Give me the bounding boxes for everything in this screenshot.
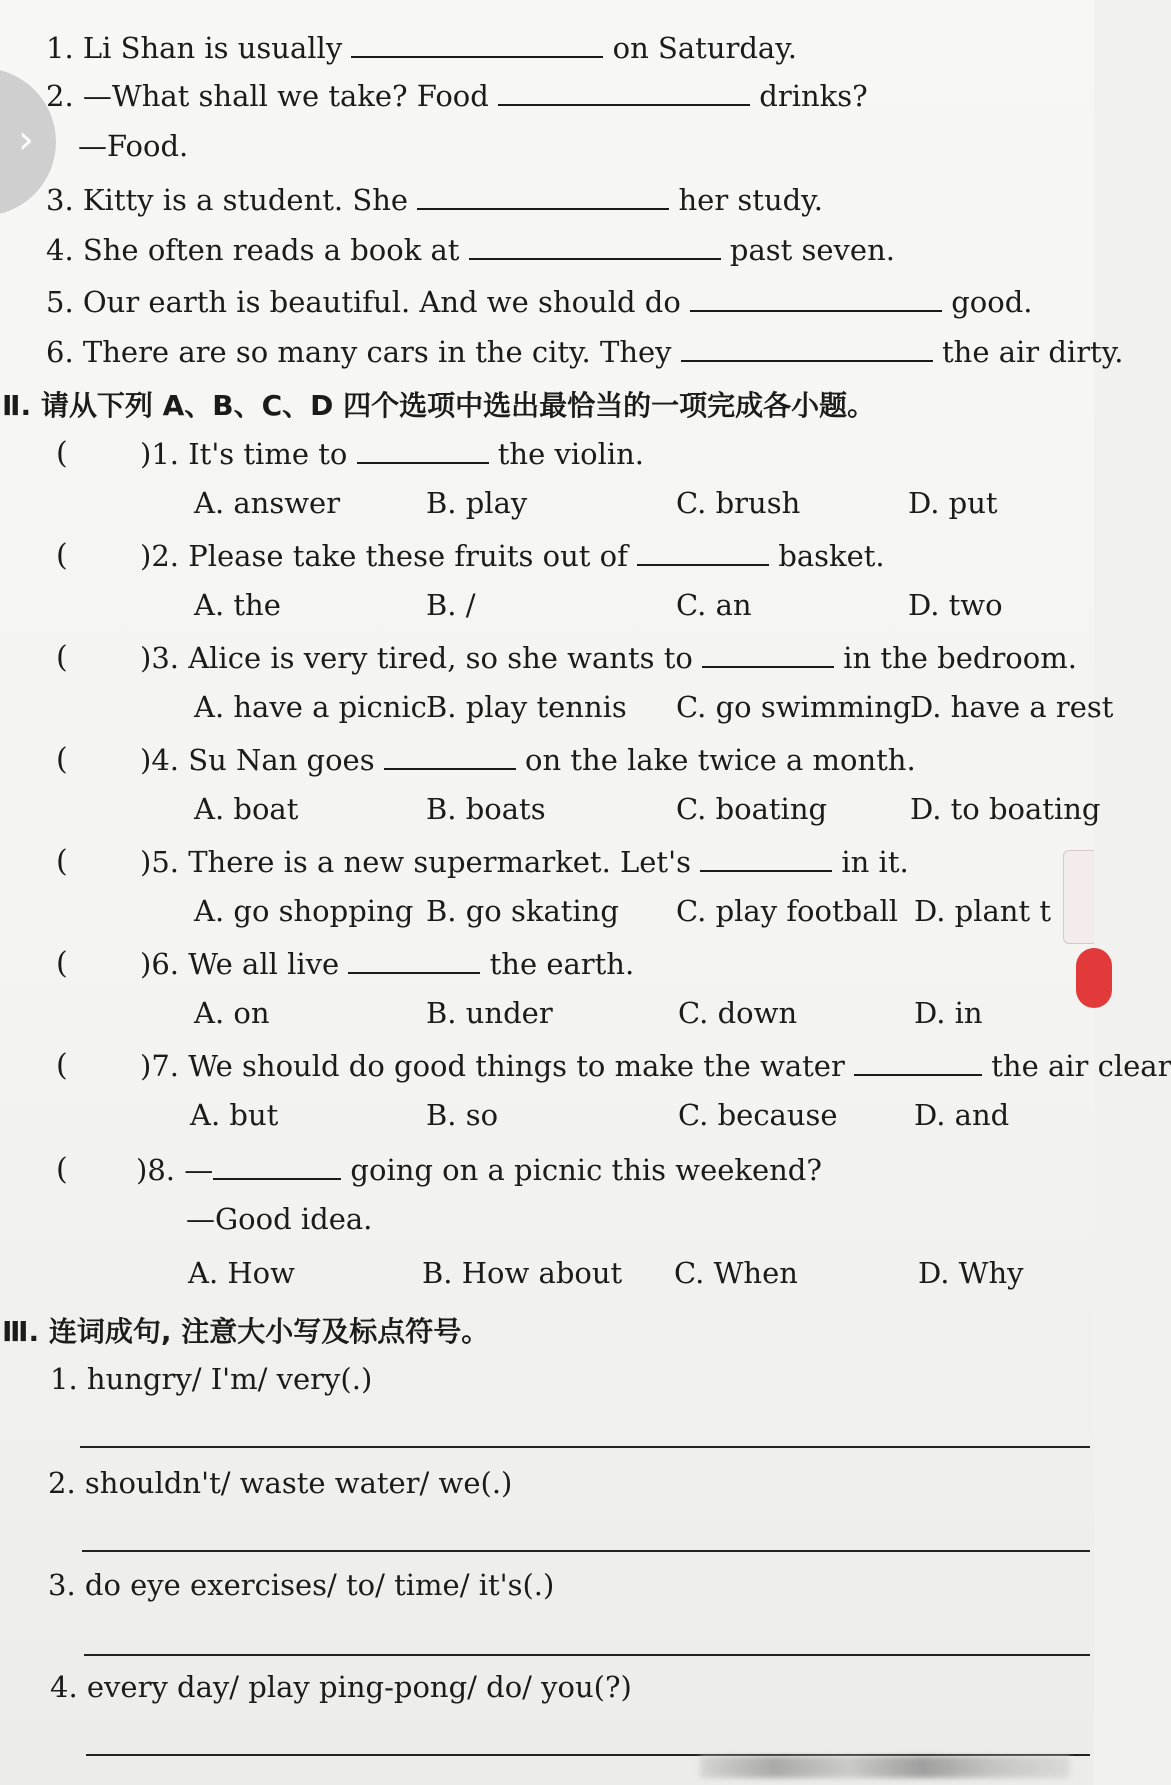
fill-item-5 <box>46 282 1033 320</box>
item-number: 2. <box>46 79 74 113</box>
blurred-region <box>700 1756 1070 1778</box>
fill-item-6 <box>46 332 1123 370</box>
option-b: B. play <box>426 486 528 520</box>
option-c: C. because <box>678 1098 838 1132</box>
answer-blank <box>348 944 480 974</box>
option-c: C. When <box>674 1256 798 1290</box>
item-text: past seven. <box>729 233 895 267</box>
option-a: A. boat <box>194 792 299 826</box>
answer-blank[interactable] <box>690 282 942 312</box>
option-b: B. so <box>426 1098 499 1132</box>
answer-blank <box>384 740 516 770</box>
option-d: D. two <box>908 588 1003 622</box>
item-text: There are so many cars in the city. They <box>82 335 672 369</box>
option-a: A. have a picnic <box>194 690 427 724</box>
option-b: B. play tennis <box>426 690 627 724</box>
question-text: going on a picnic this weekend? <box>350 1153 822 1187</box>
item-number: 6. <box>46 335 74 369</box>
option-d: D. and <box>914 1098 1010 1132</box>
question-text: in it. <box>841 845 909 879</box>
edge-red-badge[interactable] <box>1076 948 1112 1008</box>
answer-blank <box>700 842 832 872</box>
answer-blank <box>213 1150 341 1180</box>
question-text: on the lake twice a month. <box>525 743 916 777</box>
answer-paren[interactable]: ( <box>56 946 68 981</box>
answer-blank[interactable] <box>498 76 750 106</box>
mc-question-6 <box>140 944 634 981</box>
mc-question-3 <box>140 638 1077 675</box>
item-text: —Food. <box>78 129 189 163</box>
fill-item-4 <box>46 230 895 268</box>
answer-blank[interactable] <box>351 28 603 58</box>
question-text: It's time to <box>188 437 348 471</box>
option-d: D. in <box>914 996 983 1030</box>
item-number: 1. <box>46 31 74 65</box>
question-text: Alice is very tired, so she wants to <box>188 641 693 675</box>
question-text: Su Nan goes <box>188 743 375 777</box>
mc-question-2 <box>140 536 885 573</box>
answer-blank[interactable] <box>681 332 933 362</box>
item-text: her study. <box>678 183 823 217</box>
fill-item-2-reply <box>78 128 188 164</box>
question-text: We all live <box>188 947 340 981</box>
option-b: B. / <box>426 588 476 622</box>
answer-line[interactable] <box>82 1550 1090 1552</box>
mc-question-4 <box>140 740 916 777</box>
option-c: C. go swimming <box>676 690 912 724</box>
fill-item-1 <box>46 28 797 66</box>
fill-item-2 <box>46 76 868 114</box>
reorder-item-3: 3. do eye exercises/ to/ time/ it's(.) <box>48 1568 555 1602</box>
answer-blank[interactable] <box>469 230 721 260</box>
answer-paren[interactable]: ( <box>56 844 68 879</box>
reorder-item-1: 1. hungry/ I'm/ very(.) <box>50 1362 373 1396</box>
question-text: in the bedroom. <box>843 641 1077 675</box>
option-c: C. brush <box>676 486 801 520</box>
option-d: D. put <box>908 486 998 520</box>
mc-question-8 <box>136 1150 822 1187</box>
mc-question-5 <box>140 842 909 879</box>
question-text: We should do good things to make the water <box>188 1049 845 1083</box>
question-number: )3. <box>140 641 179 675</box>
item-text: drinks? <box>759 79 868 113</box>
item-text: Our earth is beautiful. And we should do <box>82 285 681 319</box>
question-number: )1. <box>140 437 179 471</box>
option-b: B. boats <box>426 792 546 826</box>
item-text: —What shall we take? Food <box>82 79 489 113</box>
edge-thumbnail[interactable] <box>1063 850 1094 944</box>
question-number: )2. <box>140 539 179 573</box>
option-d: D. Why <box>918 1256 1024 1290</box>
item-number: 5. <box>46 285 74 319</box>
question-text: the violin. <box>497 437 645 471</box>
answer-paren[interactable]: ( <box>56 742 68 777</box>
answer-paren[interactable]: ( <box>56 538 68 573</box>
option-a: A. go shopping <box>194 894 414 928</box>
answer-blank <box>637 536 769 566</box>
question-number: )8. <box>136 1153 175 1187</box>
answer-paren[interactable]: ( <box>56 436 68 471</box>
mc-question-7 <box>140 1046 1171 1083</box>
question-number: )6. <box>140 947 179 981</box>
option-d: D. have a rest <box>910 690 1114 724</box>
item-text: on Saturday. <box>612 31 797 65</box>
question-text: the air clear <box>991 1049 1171 1083</box>
reorder-item-4: 4. every day/ play ping-pong/ do/ you(?) <box>50 1670 632 1704</box>
option-d: D. plant t <box>914 894 1051 928</box>
answer-blank <box>357 434 489 464</box>
item-text: Kitty is a student. She <box>82 183 409 217</box>
option-a: A. the <box>194 588 281 622</box>
item-number: 3. <box>46 183 74 217</box>
answer-blank[interactable] <box>417 180 669 210</box>
option-a: A. but <box>190 1098 279 1132</box>
option-c: C. an <box>676 588 752 622</box>
item-text: Li Shan is usually <box>82 31 343 65</box>
item-number: 4. <box>46 233 74 267</box>
question-number: )7. <box>140 1049 179 1083</box>
question-number: )4. <box>140 743 179 777</box>
mc-question-8-reply: —Good idea. <box>186 1202 373 1236</box>
section-2-heading: Ⅱ. 请从下列 A、B、C、D 四个选项中选出最恰当的一项完成各小题。 <box>2 389 876 422</box>
option-c: C. boating <box>676 792 828 826</box>
answer-blank <box>854 1046 982 1076</box>
item-text: the air dirty. <box>942 335 1124 369</box>
option-a: A. How <box>188 1256 295 1290</box>
item-text: good. <box>951 285 1033 319</box>
question-text: the earth. <box>489 947 635 981</box>
option-b: B. under <box>426 996 553 1030</box>
chevron-right-icon: › <box>18 117 34 163</box>
option-c: C. play football <box>676 894 899 928</box>
option-a: A. answer <box>194 486 341 520</box>
answer-paren[interactable]: ( <box>56 1048 68 1083</box>
reorder-item-2: 2. shouldn't/ waste water/ we(.) <box>48 1466 513 1500</box>
answer-paren[interactable]: ( <box>56 1152 68 1187</box>
answer-blank <box>702 638 834 668</box>
question-text: — <box>184 1153 214 1187</box>
question-number: )5. <box>140 845 179 879</box>
option-b: B. go skating <box>426 894 619 928</box>
option-b: B. How about <box>422 1256 623 1290</box>
question-text: Please take these fruits out of <box>188 539 628 573</box>
question-text: basket. <box>778 539 885 573</box>
answer-line[interactable] <box>84 1654 1090 1656</box>
option-c: C. down <box>678 996 798 1030</box>
item-text: She often reads a book at <box>82 233 460 267</box>
answer-paren[interactable]: ( <box>56 640 68 675</box>
question-text: There is a new supermarket. Let's <box>188 845 691 879</box>
fill-item-3 <box>46 180 823 218</box>
answer-line[interactable] <box>80 1446 1090 1448</box>
section-3-heading: Ⅲ. 连词成句, 注意大小写及标点符号。 <box>2 1315 490 1348</box>
option-a: A. on <box>194 996 270 1030</box>
mc-question-1 <box>140 434 644 471</box>
option-d: D. to boating <box>910 792 1101 826</box>
